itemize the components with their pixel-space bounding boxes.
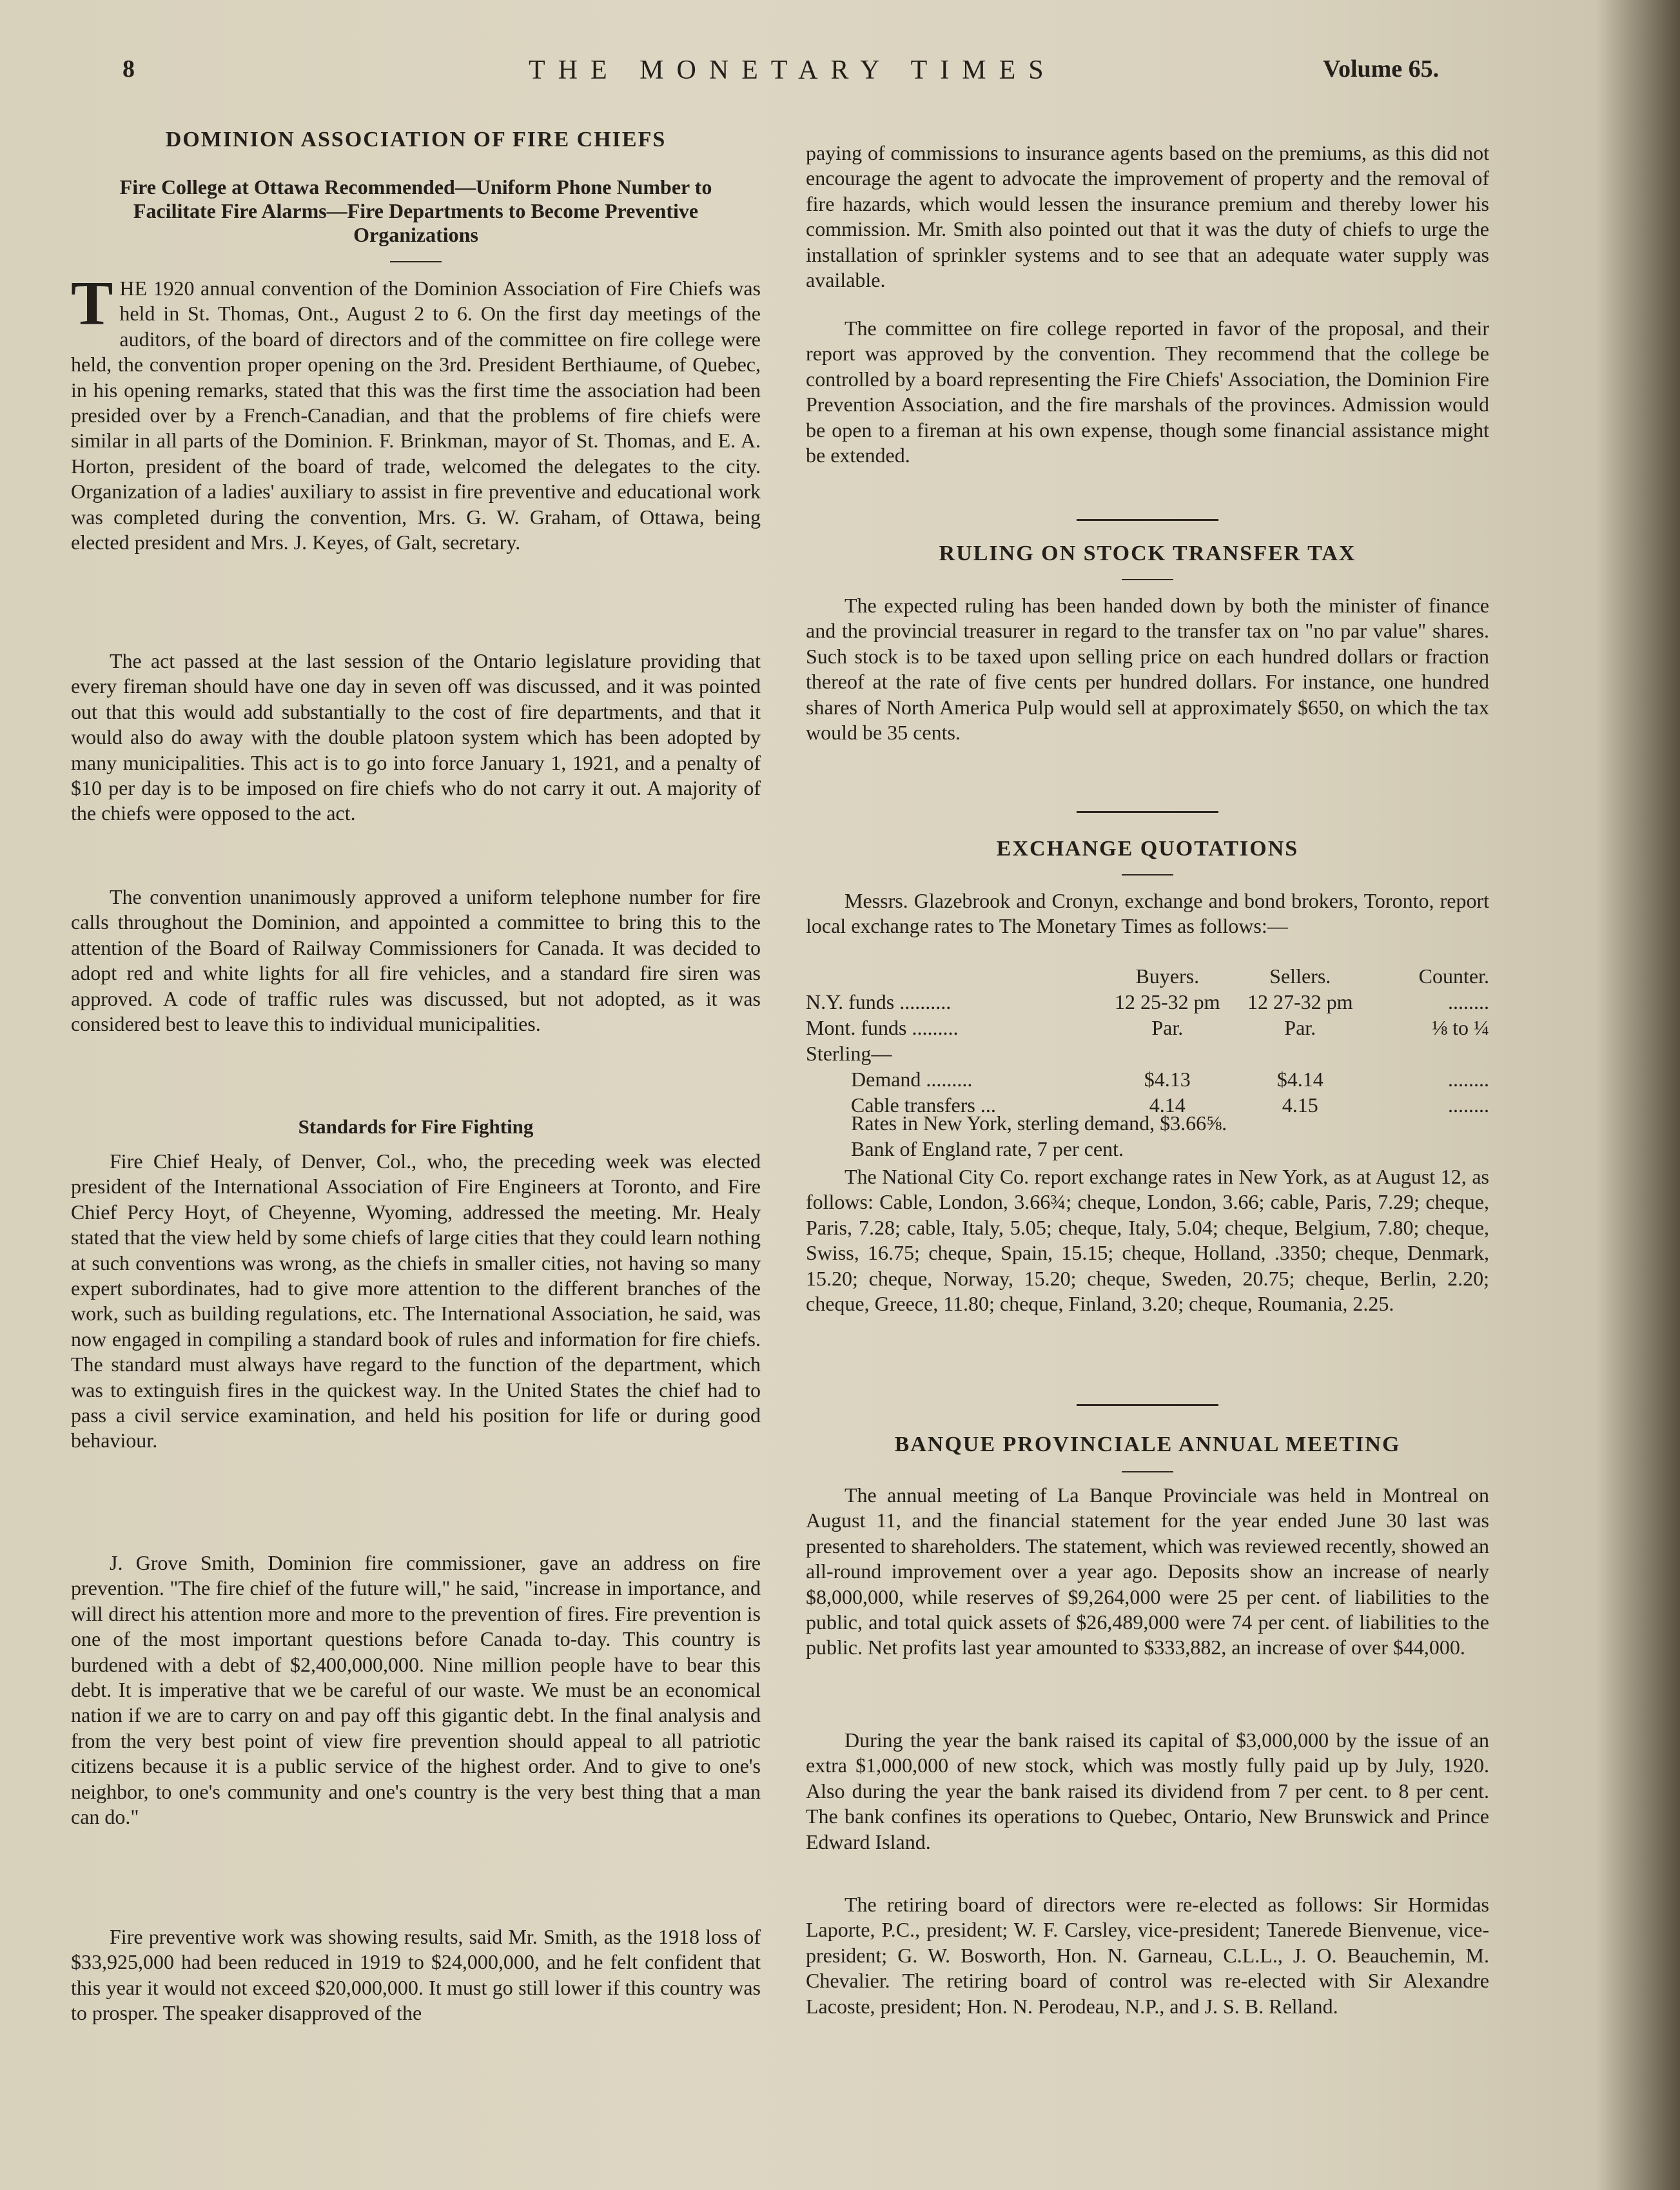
fire-chiefs-paragraph-4: Fire Chief Healy, of Denver, Col., who, the preceding week was elected president of the International Association of Fire Engineers at Toronto, and Fire Chief Percy Hoyt, of Cheyenne, Wyoming, addressed the meeting. Mr. Healy stated that the view held by some chiefs of large cities that they could learn nothing at such conventions was wrong, as the chiefs in smaller cities, not having so many expert subordinates, had to give more attention to the different branches of the work, such as building regulations, etc. The International Association, he said, was now engaged in compiling a standard book of rules and information for fire chiefs. The standard must always have regard to the function of the department, which was to extinguish fires in the quickest way. In the United States the chief had to pass a civil service examination, and held his position for life or during good behaviour. [71, 1149, 761, 1452]
table-row [806, 1041, 1489, 1066]
table-row [806, 1015, 1489, 1041]
volume-label: Volume 65. [1323, 55, 1440, 83]
standards-subhead: Standards for Fire Fighting [298, 1115, 534, 1138]
fire-chiefs-paragraph-8: The committee on fire college reported in favor of the proposal, and their report was approved by the convention. They recommend that the college be controlled by a board representing the Fire Chiefs' Association, the Dominion Fire Prevention Association, and the fire marshals of the provinces. Admission would be open to a fireman at his own expense, though some financial assistance might be extended. [806, 317, 1489, 467]
table-row [806, 1066, 1489, 1092]
rate-cell-label: Demand ......... [851, 1067, 973, 1091]
rate-cell-buyers: 12 25-32 pm [1114, 990, 1220, 1013]
exchange-title: EXCHANGE QUOTATIONS [996, 837, 1299, 861]
magazine-title: THE MONETARY TIMES [529, 55, 1057, 85]
fire-chiefs-title: DOMINION ASSOCIATION OF FIRE CHIEFS [165, 128, 667, 152]
rate-cell-counter: ........ [1448, 1067, 1489, 1091]
rate-cell-counter: ........ [1448, 990, 1489, 1013]
drop-cap: T [71, 269, 113, 338]
rate-cell-label: Cable transfers ... [851, 1093, 996, 1117]
rate-cell-sellers: 12 27-32 pm [1247, 990, 1353, 1013]
divider [1122, 579, 1173, 580]
divider [390, 261, 442, 262]
rate-cell-counter: ⅛ to ¼ [1432, 1015, 1489, 1039]
header-buyers: Buyers. [1135, 964, 1200, 988]
rate-cell-sellers: 4.15 [1282, 1093, 1318, 1117]
fire-chiefs-paragraph-5: J. Grove Smith, Dominion fire commissioner, gave an address on fire prevention. "The fire chief of the future will," he said, "increase in importance, and will direct his attention more and more to the prevention of fires. Fire prevention is one of the most important questions before Canada to-day. This country is burdened with a debt of $2,400,000,000. Nine million people have to bear this debt. It is imperative that we be careful of our waste. We must be an economical nation if we are to carry on and pay off this gigantic debt. In the final analysis and from the very best point of view fire prevention should appeal to all patriotic citizens because it is a public service of the highest order. And to give to one's neighbor, to one's community and one's country is the very best thing that a man can do." [71, 1551, 761, 1829]
banque-paragraph-1: The annual meeting of La Banque Provinciale was held in Montreal on August 11, and the financial statement for the year ended June 30 last was presented to shareholders. The statement, which was reviewed recently, showed an all-round improvement over a year ago. Deposits show an increase of nearly $8,000,000, while reserves of $9,264,000 were 25 per cent. of liabilities to the public, and total quick assets of $26,489,000 were 74 per cent. of liabilities to the public. Net profits last year amounted to $333,882, an increase of over $44,000. [806, 1483, 1489, 1659]
rate-cell-buyers: 4.14 [1149, 1093, 1186, 1117]
exchange-paragraph-2: The National City Co. report exchange rates in New York, as at August 12, as follows: Cable, London, 3.66¾; cheque, London, 3.66; cable, Paris, 7.29; cheque, Paris, 7.28; cable, Italy, 5.05; cheque, Italy, 5.04; cheque, Belgium, 7.80; cheque, Swiss, 16.75; cheque, Spain, 15.15; cheque, Holland, .3350; cheque, Denmark, 15.20; cheque, Norway, 15.20; cheque, Sweden, 20.75; cheque, Berlin, 2.20; cheque, Greece, 11.80; cheque, Finland, 3.20; cheque, Roumania, 2.25. [806, 1165, 1489, 1316]
section-divider [1077, 811, 1218, 813]
header-sellers: Sellers. [1269, 964, 1331, 988]
banque-title: BANQUE PROVINCIALE ANNUAL MEETING [894, 1432, 1401, 1456]
rate-cell-label: Sterling— [806, 1041, 892, 1065]
section-divider [1077, 519, 1218, 521]
rate-cell-sellers: $4.14 [1276, 1067, 1323, 1091]
rate-cell-sellers: Par. [1284, 1015, 1316, 1039]
rate-cell-label: Mont. funds ......... [806, 1015, 959, 1039]
exchange-intro: Messrs. Glazebrook and Cronyn, exchange and bond brokers, Toronto, report local exchange rates to The Monetary Times as follows:— [806, 889, 1489, 938]
rate-cell-label: N.Y. funds .......... [806, 990, 952, 1013]
rate-cell-counter [1371, 1041, 1489, 1066]
banque-paragraph-2: During the year the bank raised its capital of $3,000,000 by the issue of an extra $1,000,000 of new stock, which was mostly fully paid up by July, 1920. Also during the year the bank raised its dividend from 7 per cent. to 8 per cent. The bank confines its operations to Quebec, Ontario, New Brunswick and Prince Edward Island. [806, 1728, 1489, 1853]
page-number: 8 [122, 55, 135, 83]
banque-paragraph-3: The retiring board of directors were re-elected as follows: Sir Hormidas Laporte, P.C., president; W. F. Carsley, vice-president; Tanerede Bienvenue, vice-president; G. W. Bosworth, Hon. N. Garneau, C.L.L., J. O. Beauchemin, M. Chevalier. The retiring board of control was re-elected with Sir Alexandre Lacoste, president; Hon. N. Perodeau, N.P., and J. S. B. Relland. [806, 1893, 1489, 2018]
fire-chiefs-paragraph-1: THE 1920 annual convention of the Dominion Association of Fire Chiefs was held in St. Thomas, Ont., August 2 to 6. On the first day meetings of the auditors, of the board of directors and of the committee on fire college were held, the convention proper opening on the 3rd. President Berthiaume, of Quebec, in his opening remarks, stated that this was the first time the association had been presided over by a French-Canadian, and that the problems of fire chiefs were similar in all parts of the Dominion. F. Brinkman, mayor of St. Thomas, and E. A. Horton, president of the board of trade, welcomed the delegates to the city. Organization of a ladies' auxiliary to assist in fire preventive and educational work was completed during the convention, Mrs. G. W. Graham, of Ottawa, being elected president and Mrs. J. Keyes, of Galt, secretary. [71, 269, 761, 554]
rate-cell-buyers: Par. [1151, 1015, 1184, 1039]
stock-transfer-paragraph: The expected ruling has been handed down by both the minister of finance and the provincial treasurer in regard to the transfer tax on "no par value" shares. Such stock is to be taxed upon selling price on each hundred dollars or fraction thereof at the rate of five cents per hundred dollars. For instance, one hundred shares of North America Pulp would sell at approximately $650, on which the tax would be 35 cents. [806, 594, 1489, 745]
fire-chiefs-paragraph-3: The convention unanimously approved a uniform telephone number for fire calls throughout the Dominion, and appointed a committee to bring this to the attention of the Board of Railway Commissioners for Canada. It was decided to adopt red and white lights for all fire vehicles, and a standard fire siren was approved. A code of traffic rules was discussed, but not adopted, as it was considered best to leave this to individual municipalities. [71, 885, 761, 1036]
exchange-rates-table [806, 963, 1489, 1118]
table-row [806, 989, 1489, 1015]
exchange-note-boe: Bank of England rate, 7 per cent. [851, 1137, 1124, 1160]
section-divider [1077, 1404, 1218, 1406]
rate-cell-buyers [1105, 1041, 1230, 1066]
header-counter: Counter. [1418, 964, 1489, 988]
exchange-note-ny: Rates in New York, sterling demand, $3.66⅝. [851, 1111, 1227, 1135]
fire-chiefs-paragraph-6: Fire preventive work was showing results, said Mr. Smith, as the 1918 loss of $33,925,000 had been reduced in 1919 to $24,000,000, and he felt confident that this year it would not exceed $20,000,000. It must go still lower if this country was to prosper. The speaker disapproved of the [71, 1925, 761, 2025]
divider [1122, 874, 1173, 875]
fire-chiefs-paragraph-2: The act passed at the last session of the Ontario legislature providing that every fireman should have one day in seven off was discussed, and it was pointed out that this would add substantially to the cost of fire departments, and that it would also do away with the double platoon system which has been adopted by many municipalities. This act is to go into force January 1, 1921, and a penalty of $10 per day is to be imposed on fire chiefs who do not carry it out. A majority of the chiefs were opposed to the act. [71, 649, 761, 825]
rate-cell-buyers: $4.13 [1144, 1067, 1191, 1091]
divider [1122, 1471, 1173, 1472]
table-header-row [806, 963, 1489, 989]
rate-cell-counter: ........ [1448, 1093, 1489, 1117]
stock-transfer-title: RULING ON STOCK TRANSFER TAX [939, 542, 1356, 565]
rate-cell-sellers [1230, 1041, 1371, 1066]
fire-chiefs-subtitle: Fire College at Ottawa Recommended—Uniform Phone Number to Facilitate Fire Alarms—Fire Departments to Become Preventive Organizations [119, 175, 712, 246]
fire-chiefs-paragraph-7: paying of commissions to insurance agents based on the premiums, as this did not encourage the agent to advocate the improvement of property and the removal of fire hazards, which would lessen the insurance premium and thereby lower his commission. Mr. Smith also pointed out that it was the duty of chiefs to urge the installation of sprinkler systems and to see that an adequate water supply was available. [806, 141, 1489, 292]
